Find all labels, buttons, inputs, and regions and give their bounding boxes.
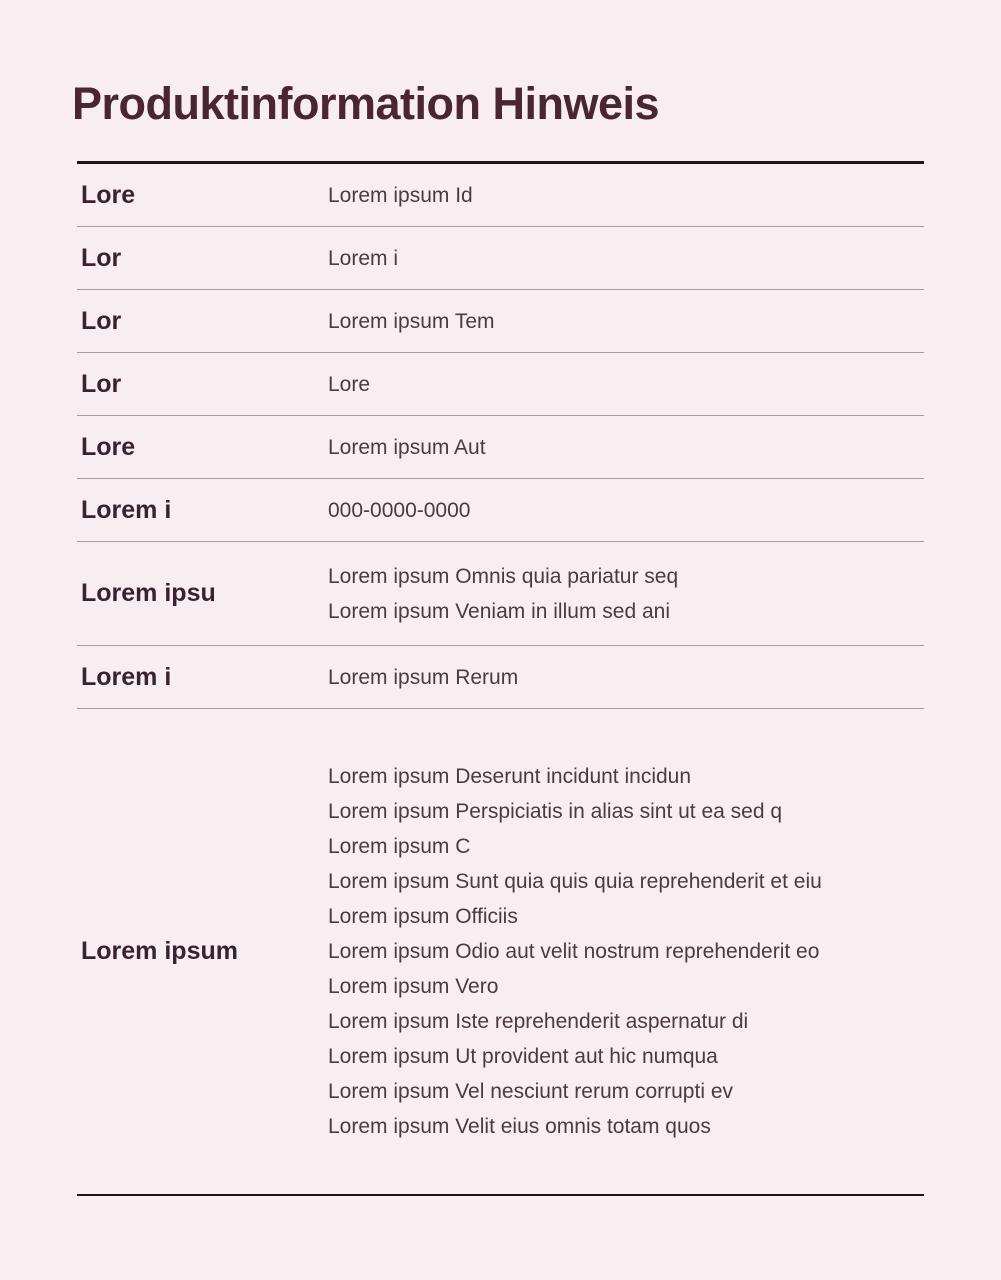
table-row [77,227,924,290]
value-line: Lorem ipsum Sunt quia quis quia reprehenderit et eiu [328,870,822,893]
row-value [328,542,924,646]
value-line: Lorem ipsum Id [328,183,473,207]
value-line: Lorem ipsum Omnis quia pariatur seq [328,564,679,588]
product-info-table [77,161,924,1196]
value-line: Lorem ipsum Aut [328,435,486,459]
table-row [77,290,924,353]
value-line: Lorem ipsum Velit eius omnis totam quos [328,1115,711,1138]
phone-number: 000-0000-0000 [328,498,471,522]
row-value [328,353,924,416]
value-line: Lorem ipsum C [328,835,471,858]
value-line: Lore [328,372,371,396]
table-row [77,542,924,646]
value-line: Lorem i [328,246,399,270]
row-label: Lorem i [77,479,328,542]
table-row [77,163,924,227]
value-line: Lorem ipsum Vel nesciunt rerum corrupti ev [328,1080,733,1103]
row-label: Lorem ipsu [77,542,328,646]
value-line: Lorem ipsum Odio aut velit nostrum reprehenderit eo [328,940,820,963]
table-row [77,353,924,416]
value-line: Lorem ipsum Officiis [328,905,518,928]
row-label: Lore [77,416,328,479]
table-row [77,646,924,709]
value-line: Lorem ipsum Perspiciatis in alias sint ut ea sed q [328,800,783,823]
row-value [328,163,924,227]
value-line: Lorem ipsum Rerum [328,665,519,689]
value-line: Lorem ipsum Veniam in illum sed ani [328,599,670,623]
value-line: Lorem ipsum Tem [328,309,495,333]
page-title: Produktinformation Hinweis [72,78,660,129]
row-value [328,416,924,479]
row-value [328,290,924,353]
row-value [328,479,924,542]
value-line: Lorem ipsum Deserunt incidunt incidun [328,765,692,788]
row-label: Lorem ipsum [77,709,328,1196]
table-row [77,479,924,542]
table-row [77,709,924,1196]
value-line: Lorem ipsum Iste reprehenderit aspernatur di [328,1010,749,1033]
row-label: Lor [77,227,328,290]
row-label: Lor [77,290,328,353]
value-line: Lorem ipsum Ut provident aut hic numqua [328,1045,718,1068]
row-label: Lorem i [77,646,328,709]
row-value [328,709,924,1196]
row-label: Lore [81,180,136,209]
table-row [77,416,924,479]
value-line: Lorem ipsum Vero [328,975,499,998]
row-value [328,646,924,709]
row-label: Lor [77,353,328,416]
row-value [328,227,924,290]
